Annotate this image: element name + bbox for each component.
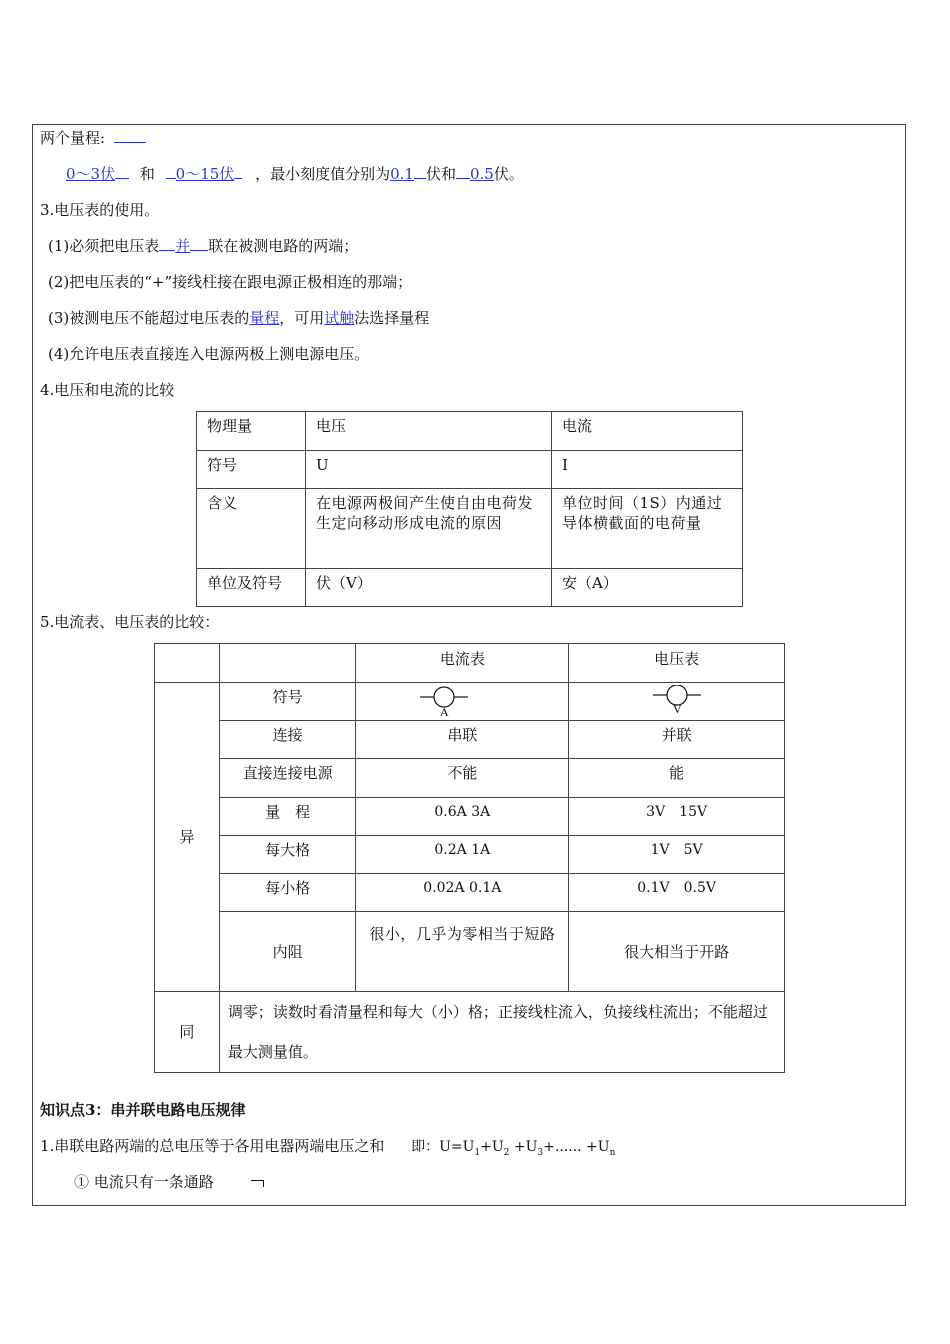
- range-label: 两个量程:: [40, 129, 106, 147]
- table-header-cell: 物理量: [197, 412, 306, 451]
- voltmeter-icon: [651, 685, 711, 719]
- range-and: 和: [139, 165, 155, 183]
- table-row: [197, 451, 743, 489]
- ammeter-symbol-cell: [356, 683, 569, 721]
- ammeter-voltmeter-table: [154, 643, 785, 1073]
- table-cell: U: [306, 451, 552, 489]
- use-item-3: (3)被测电压不能超过电压表的量程，可用试触法选择量程: [48, 309, 430, 327]
- range-values-line: [66, 164, 524, 184]
- range-and-2: 伏和: [425, 165, 456, 183]
- table-header-cell: 电流表: [356, 644, 569, 683]
- table-cell: 0.2A 1A: [356, 836, 569, 874]
- table-row: [155, 644, 785, 683]
- compare1-title: 4.电压和电流的比较: [40, 381, 175, 399]
- table-header-cell: 电压: [306, 412, 552, 451]
- ammeter-letter: A: [440, 704, 450, 719]
- table-row: [155, 992, 785, 1073]
- range-mid: ，最小刻度值分别为: [255, 165, 391, 183]
- compare2-title: 5.电流表、电压表的比较：: [40, 613, 220, 631]
- table-cell: 伏（V）: [306, 569, 552, 607]
- table-cell: 每小格: [219, 874, 356, 912]
- table-cell: 安（A）: [551, 569, 742, 607]
- table-row: [155, 836, 785, 874]
- table-row: [155, 721, 785, 759]
- table-cell: 每大格: [219, 836, 356, 874]
- use-title: 3.电压表的使用。: [40, 201, 160, 219]
- table-row: [155, 683, 785, 721]
- table-cell: 能: [569, 759, 785, 798]
- range-1: 0～3伏: [66, 165, 116, 183]
- table-row: [155, 759, 785, 798]
- range-end: 伏。: [493, 165, 524, 183]
- table-row: [197, 489, 743, 569]
- table-header-cell: [219, 644, 356, 683]
- table-cell: 单位及符号: [197, 569, 306, 607]
- table-cell: 符号: [197, 451, 306, 489]
- table-cell: 串联: [356, 721, 569, 759]
- table-cell: 很大相当于开路: [569, 912, 785, 992]
- point3-title: 知识点3：串并联电路电压规律: [40, 1101, 246, 1119]
- table-row: [155, 912, 785, 992]
- use-item-2: (2)把电压表的“+”接线柱接在跟电源正极相连的那端；: [48, 273, 413, 291]
- series-voltage-rule: 1.串联电路两端的总电压等于各用电器两端电压之和 即：$U=U_1+U_2 +U_3+$...... $+U_n$: [40, 1137, 616, 1158]
- table-cell: 符号: [219, 683, 356, 721]
- range-label-line: [40, 128, 146, 148]
- diff-label: 异: [155, 683, 220, 992]
- table-cell: 0.02A 0.1A: [356, 874, 569, 912]
- voltage-current-table: [196, 411, 743, 607]
- table-cell: 很小，几乎为零相当于短路: [356, 912, 569, 992]
- table-header-cell: 电流: [551, 412, 742, 451]
- table-cell: 直接连接电源: [219, 759, 356, 798]
- voltmeter-symbol-cell: [569, 683, 785, 721]
- table-cell: 并联: [569, 721, 785, 759]
- table-row: [155, 798, 785, 836]
- min-scale-2: 0.5: [469, 165, 494, 183]
- table-cell: 连接: [219, 721, 356, 759]
- use-item-1: (1)必须把电压表 并 联在被测电路的两端；: [48, 237, 359, 255]
- table-row: [197, 412, 743, 451]
- table-cell: 在电源两极间产生使自由电荷发生定向移动形成电流的原因: [306, 489, 552, 569]
- same-label: 同: [155, 992, 220, 1073]
- table-cell: 3V 15V: [569, 798, 785, 836]
- min-scale-1: 0.1: [390, 165, 414, 183]
- mark-icon: [251, 1180, 264, 1187]
- table-row: [155, 874, 785, 912]
- answer-parallel: 并: [175, 237, 191, 255]
- table-cell: 不能: [356, 759, 569, 798]
- ammeter-icon: [418, 685, 478, 719]
- series-formula: 即：$U=U_1+U_2 +U_3+$...... $+U_n$: [411, 1139, 616, 1158]
- table-cell: 1V 5V: [569, 836, 785, 874]
- range-2: 0～15伏: [175, 165, 235, 183]
- same-text-cell: 调零；读数时看清量程和每大（小）格；正接线柱流入，负接线柱流出；不能超过最大测量值。: [219, 992, 784, 1073]
- table-cell: 0.1V 0.5V: [569, 874, 785, 912]
- range-blank: [114, 128, 146, 143]
- table-cell: 量 程: [219, 798, 356, 836]
- table-header-cell: [155, 644, 220, 683]
- table-cell: I: [551, 451, 742, 489]
- answer-trial: 试触: [324, 309, 355, 327]
- voltmeter-letter: V: [673, 701, 682, 716]
- table-cell: 单位时间（1S）内通过导体横截面的电荷量: [551, 489, 742, 569]
- answer-range: 量程: [249, 309, 280, 327]
- use-item-4: (4)允许电压表直接连入电源两极上测电源电压。: [48, 345, 370, 363]
- table-cell: 含义: [197, 489, 306, 569]
- table-header-cell: 电压表: [569, 644, 785, 683]
- table-row: [197, 569, 743, 607]
- table-cell: 0.6A 3A: [356, 798, 569, 836]
- table-cell: 内阻: [219, 912, 356, 992]
- series-current-path: ① 电流只有一条通路: [74, 1172, 264, 1192]
